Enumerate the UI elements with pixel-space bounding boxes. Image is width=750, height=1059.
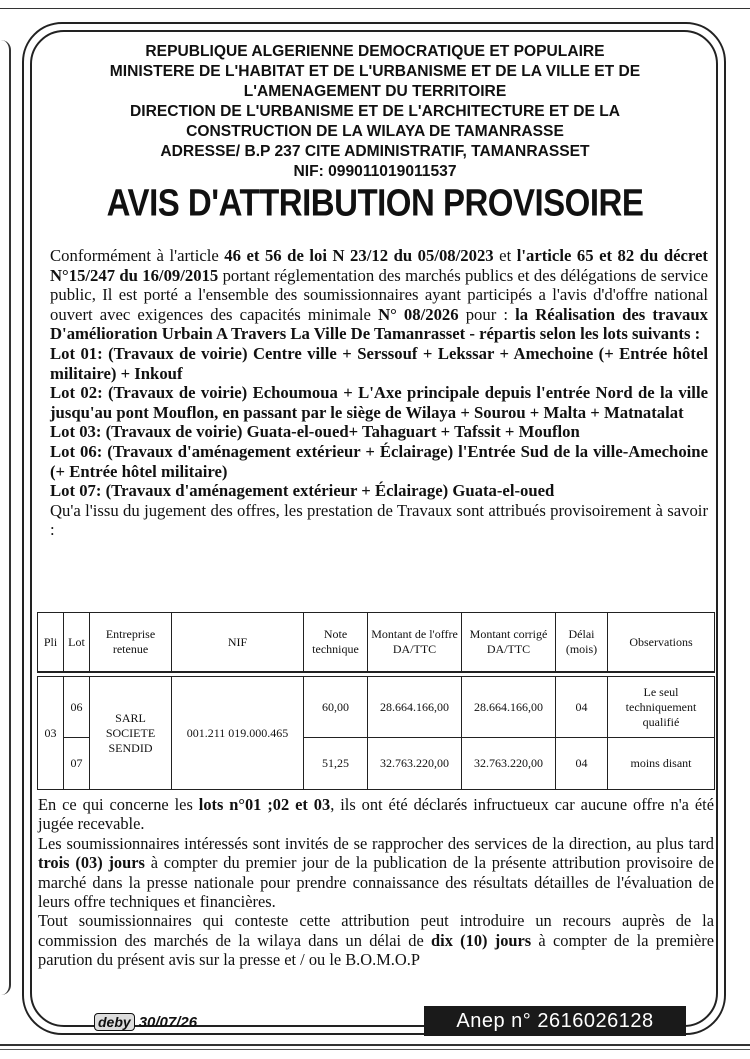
header-pli: Pli (38, 613, 64, 673)
intro-bold: 46 et 56 de loi N 23/12 du 05/08/2023 (224, 246, 494, 265)
closing-bold: dix (10) jours (431, 930, 532, 950)
header-lot: Lot (64, 613, 90, 673)
cell-pli: 03 (38, 677, 64, 790)
closing-text-span: à compter du premier jour de la publication de la présente attribution provisoire de marché dans la presse nationale pour prendre connaissance des résultats détailles de l'évaluation de leurs offre techniques et financières. (38, 853, 714, 912)
table-header-row (38, 613, 715, 673)
publisher-logo: deby (94, 1013, 135, 1031)
notice-title: AVIS D'ATTRIBUTION PROVISOIRE (106, 181, 644, 224)
header-delai: Délai (mois) (556, 613, 608, 673)
intro-text: pour : (458, 304, 516, 324)
cell-note: 51,25 (304, 738, 368, 790)
anep-number-badge: Anep n° 2616026128 (424, 1006, 686, 1036)
table-row (38, 677, 715, 738)
header-note: Note technique (304, 613, 368, 673)
cell-observations: moins disant (608, 738, 715, 790)
closing-text-span: , ils ont été déclarés infructueux car aucune offre n'a été jugée recevable. (38, 795, 714, 834)
notice-header (40, 42, 710, 182)
intro-bold: N° 08/2026 (378, 304, 459, 324)
publisher-stamp (94, 1013, 197, 1031)
lot-text: Lot 02: (Travaux de voirie) Echoumoua + L'Axe principale depuis l'entrée Nord de la ville jusqu'au pont Mouflon, en passant par le siège de Wilaya + Sourou + Malta + Matnatalat (50, 383, 708, 422)
results-table (37, 612, 715, 790)
cell-delai: 04 (556, 677, 608, 738)
lot-item (50, 442, 708, 481)
closing-paragraph (38, 911, 714, 969)
lot-item (50, 422, 708, 442)
header-montant-corrige: Montant corrigé DA/TTC (462, 613, 556, 673)
closing-text-span: à compter de la première parution du présent avis sur la presse et / ou le B.O.M.O.P (38, 930, 714, 970)
header-nif: NIF (172, 613, 304, 673)
page-bottom-rule (0, 1049, 750, 1050)
cell-montant-offre: 28.664.166,00 (368, 677, 462, 738)
page-bottom-rule (0, 1044, 750, 1046)
lot-item (50, 344, 708, 383)
header-line: L'AMENAGEMENT DU TERRITOIRE (243, 83, 507, 100)
closing-text-span: Les soumissionnaires intéressés sont invités de se rapprocher des services de la direction, au plus tard (38, 833, 714, 853)
lot-text: Lot 06: (Travaux d'aménagement extérieur + Éclairage) l'Entrée Sud de la ville-Amechoine (+ Entrée hôtel militaire) (50, 441, 708, 481)
header-nif: NIF: 099011019011537 (293, 163, 457, 180)
closing-text-span: Tout soumissionnaires qui conteste cette attribution peut introduire un recours auprès de la commission des marchés de la wilaya dans un délai de (38, 911, 714, 950)
intro-end: Qu'a l'issu du jugement des offres, les prestation de Travaux sont attribués provisoirement à savoir : (50, 500, 708, 540)
intro-bold: l'article 65 et 82 du décret N°15/247 du 16/09/2015 (50, 246, 708, 285)
publication-date: 30/07/26 (138, 1014, 198, 1031)
lot-item (50, 481, 708, 501)
intro-paragraph (50, 246, 708, 344)
cell-observations: Le seul techniquement qualifié (608, 677, 715, 738)
header-observations: Observations (608, 613, 715, 673)
intro-text: et (493, 246, 517, 265)
header-montant-offre: Montant de l'offre DA/TTC (368, 613, 462, 673)
lot-text: Lot 03: (Travaux de voirie) Guata-el-oued+ Tahaguart + Tafssit + Mouflon (50, 422, 580, 442)
header-line: ADRESSE/ B.P 237 CITE ADMINISTRATIF, TAMANRASSET (160, 143, 590, 160)
adjacent-column-edge (0, 40, 11, 995)
closing-text (38, 795, 714, 970)
intro-bold: la Réalisation des travaux D'amélioration Urbain A Travers La Ville De Tamanrasset - répartis selon les lots suivants : (50, 304, 709, 344)
cell-nif: 001.211 019.000.465 (172, 677, 304, 790)
closing-paragraph (38, 795, 714, 834)
closing-text-span: En ce qui concerne les (38, 795, 199, 814)
lot-text: Lot 07: (Travaux d'aménagement extérieur + Éclairage) Guata-el-oued (50, 481, 555, 501)
header-entreprise: Entreprise retenue (90, 613, 172, 673)
header-line: REPUBLIQUE ALGERIENNE DEMOCRATIQUE ET POPULAIRE (145, 43, 605, 60)
page-top-edge (0, 0, 750, 9)
cell-entreprise: SARL SOCIETE SENDID (90, 677, 172, 790)
cell-note: 60,00 (304, 677, 368, 738)
cell-lot: 06 (64, 677, 90, 738)
intro-text: portant réglementation des marchés publics et des délégations de service public, Il est porté a l'ensemble des soumissionnaires ayant participés a l'avis d'd'offre national ouvert avec exigences des capacités minimale (50, 265, 708, 324)
header-line: MINISTERE DE L'HABITAT ET DE L'URBANISME ET DE LA VILLE ET DE (109, 63, 641, 80)
header-line: DIRECTION DE L'URBANISME ET DE L'ARCHITECTURE ET DE LA (130, 103, 620, 120)
closing-bold: trois (03) jours (38, 853, 145, 873)
lot-item (50, 383, 708, 422)
closing-bold: lots n°01 ;02 et 03 (198, 795, 331, 814)
cell-lot: 07 (64, 738, 90, 790)
notice-body (50, 246, 708, 540)
cell-montant-corrige: 32.763.220,00 (462, 738, 556, 790)
lot-text: Lot 01: (Travaux de voirie) Centre ville + Serssouf + Lekssar + Amechoine (+ Entrée hôtel militaire) + Inkouf (50, 343, 708, 383)
intro-text: Conformément à l'article (50, 246, 225, 265)
header-line: CONSTRUCTION DE LA WILAYA DE TAMANRASSE (186, 123, 564, 140)
cell-montant-offre: 32.763.220,00 (368, 738, 462, 790)
cell-delai: 04 (556, 738, 608, 790)
cell-montant-corrige: 28.664.166,00 (462, 677, 556, 738)
closing-paragraph (38, 834, 714, 912)
